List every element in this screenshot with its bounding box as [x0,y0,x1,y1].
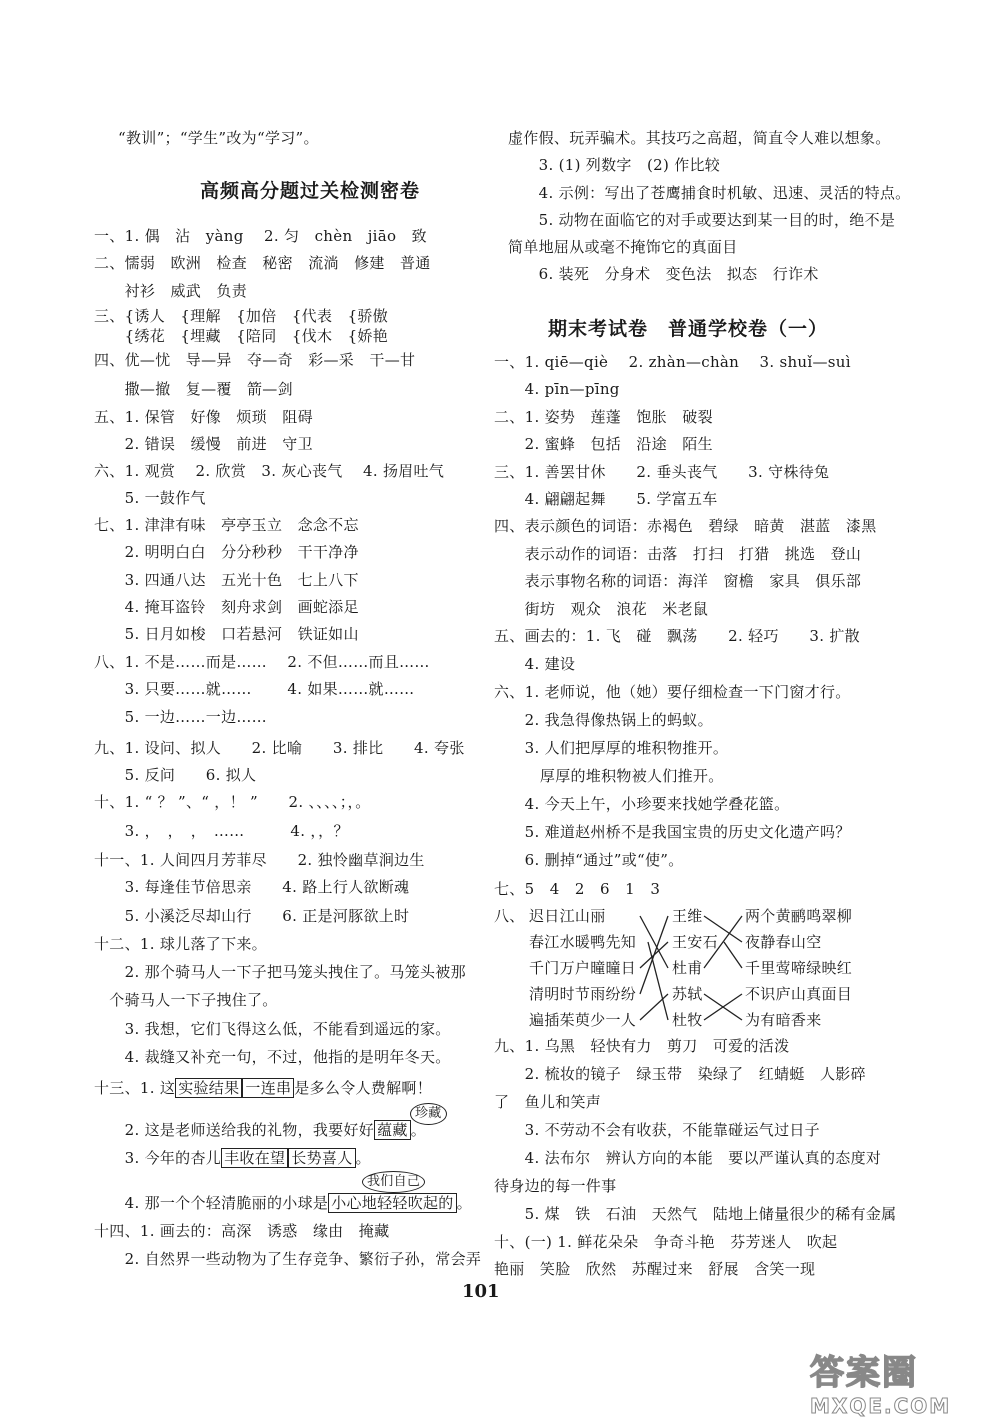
answer-line: 2. 那个骑马人一下子把马笼头拽住了。马笼头被那 [94,963,466,981]
answer-line: 十一、1. 人间四月芳菲尽 2. 独怜幽草涧边生 [94,851,425,869]
correction-bubble: 珍藏 [410,1103,447,1125]
answer-line: 六、1. 观赏 2. 欣赏 3. 灰心丧气 4. 扬眉吐气 [94,462,445,480]
correction-bubble: 我们自己 [362,1171,425,1193]
answer-line: 待身边的每一件事 [494,1177,617,1195]
q8-poem-line: 清明时节雨纷纷 [529,985,637,1003]
q13-text: 十三、1. 这 [94,1079,176,1097]
answer-line: 七、1. 津津有味 亭亭玉立 念念不忘 [94,516,359,534]
answer-line: 四、优—忧 导—异 夺—奇 彩—采 干—甘 [94,351,416,369]
answer-line: 5. 小溪泛尽却山行 6. 正是河豚欲上时 [94,907,410,925]
answer-line: 了 鱼儿和笑声 [494,1093,602,1111]
answer-line: 三、1. 善罢甘休 2. 垂头丧气 3. 守株待兔 [494,463,830,481]
q8-poem-line: 千里莺啼绿映红 [745,959,853,977]
answer-line: 五、画去的：1. 飞 碰 飘荡 2. 轻巧 3. 扩散 [494,627,860,645]
answer-line: 街坊 观众 浪花 米老鼠 [494,600,709,618]
q13-text: 2. 这是老师送给我的礼物，我要好好 [94,1121,375,1139]
page-number: 101 [462,1281,500,1302]
answer-line: 5. 煤 铁 石油 天然气 陆地上储量很少的稀有金属 [494,1205,897,1223]
watermark-bottom: MXQE.COM [810,1394,952,1418]
answer-line: 4. 掩耳盗铃 刻舟求剑 画蛇添足 [94,598,359,616]
answer-line: 6. 装死 分身术 变色法 拟态 行诈术 [508,265,819,283]
answer-line: 一、1. qiē—qiè 2. zhàn—chàn 3. shuǐ—suì [494,353,851,371]
answer-line: {绣花 {埋藏 {陪同 {伐木 {娇艳 [94,327,389,345]
left-section-title: 高频高分题过关检测密卷 [200,180,421,202]
q8-poem-line: 春江水暖鸭先知 [529,933,637,951]
q8-poem-line: 不识庐山真面目 [745,985,853,1003]
answer-line: 七、5 4 2 6 1 3 [494,880,661,898]
answer-line: 3. (1) 列数字 (2) 作比较 [508,156,721,174]
q8-poem-line: 夜静春山空 [745,933,822,951]
q8-poet: 王安石 [672,933,718,951]
answer-line: 5. 一边……一边…… [94,708,267,726]
answer-line: 四、表示颜色的词语：赤褐色 碧绿 暗黄 湛蓝 漆黑 [494,517,877,535]
answer-line: 5. 反问 6. 拟人 [94,766,257,784]
answer-line: 4. 法布尔 辨认方向的本能 要以严谨认真的态度对 [494,1149,882,1167]
answer-line: 八、1. 不是……而是…… 2. 不但……而且…… [94,653,430,671]
answer-line: 2. 自然界一些动物为了生存竞争、繁衍子孙，常会弄 [94,1250,482,1268]
answer-line: 4. pīn—pīng [494,380,620,398]
answer-line: 二、懦弱 欧洲 检查 秘密 流淌 修建 普通 [94,254,431,272]
answer-line: 3. 只要……就…… 4. 如果……就…… [94,680,415,698]
match-line [640,994,668,1020]
answer-line: 厚厚的堆积物被人们推开。 [494,767,724,785]
answer-line: 6. 删掉“通过”或“使”。 [494,851,684,869]
answer-line: 一、1. 偶 沾 yàng 2. 匀 chèn jiāo 致 [94,227,427,245]
answer-line: 5. 一鼓作气 [94,489,206,507]
q8-poem-line: 为有暗香来 [745,1011,822,1029]
answer-line: 五、1. 保管 好像 烦琐 阻碍 [94,408,313,426]
q8-poem-line: 迟日江山丽 [529,907,606,925]
answer-line: 撒—撤 复—覆 箭—剑 [94,380,293,398]
watermark-logo [810,1345,980,1418]
answer-line: 5. 日月如梭 口若悬河 铁证如山 [94,625,359,643]
answer-line: 九、1. 乌黑 轻快有力 剪刀 可爱的活泼 [494,1037,790,1055]
q13-marked-word: 实验结果 [175,1078,242,1098]
answer-line: 十二、1. 球儿落了下来。 [94,935,267,953]
q8-label: 八、 [494,907,525,925]
match-line [704,916,742,942]
answer-line: 5. 动物在面临它的对手或要达到某一目的时，绝不是 [508,211,896,229]
q13-text: 。 [456,1194,472,1212]
answer-line: 六、1. 老师说，他（她）要仔细检查一下门窗才行。 [494,683,851,701]
right-section-title: 期末考试卷 普通学校卷（一） [548,318,829,340]
q8-poet: 杜甫 [672,959,703,977]
answer-line: 5. 难道赵州桥不是我国宝贵的历史文化遗产吗？ [494,823,851,841]
q13-text: 。 [410,1121,427,1139]
answer-line: 三、{诱人 {理解 {加倍 {代表 {骄傲 [94,307,389,325]
answer-line: 虚作假、玩弄骗术。其技巧之高超，简直令人难以想象。 [508,129,891,147]
answer-line: 十、(一) 1. 鲜花朵朵 争奇斗艳 芬芳迷人 吹起 [494,1233,838,1251]
answer-line: 衬衫 威武 负责 [94,282,248,300]
q13-marked-word: 一连串 [242,1078,294,1098]
q13-text: 3. 今年的杏儿 [94,1149,222,1167]
q8-poem-line: 千门万户曈曈日 [529,959,637,977]
answer-line: 2. 梳妆的镜子 绿玉带 染绿了 红蜻蜓 人影碎 [494,1065,866,1083]
match-line [640,916,668,994]
answer-line: 二、1. 姿势 莲蓬 饱胀 破裂 [494,408,713,426]
answer-line: 表示事物名称的词语：海洋 窗檐 家具 俱乐部 [494,572,862,590]
answer-line: 2. 我急得像热锅上的蚂蚁。 [494,711,713,729]
match-line [640,916,668,968]
answer-line: 3. 人们把厚厚的堆积物推开。 [494,739,729,757]
q8-poet: 杜牧 [672,1011,703,1029]
answer-line: 2. 蜜蜂 包括 沿途 陌生 [494,435,713,453]
answer-line: 十四、1. 画去的：高深 诱惑 缘由 掩藏 [94,1222,390,1240]
answer-line: 4. 示例：写出了苍鹰捕食时机敏、迅速、灵活的特点。 [508,184,911,202]
q8-poem-line: 两个黄鹂鸣翠柳 [745,907,853,925]
q13-marked-word: 丰收在望 [221,1148,288,1168]
q13-marked-word: 小心地轻轻吹起的 [328,1193,456,1213]
match-line [648,942,668,1020]
answer-line: 十、1. “ ？ ”、“ ，！ ” 2. 、、、、；，。 [94,793,371,811]
q8-poet: 苏轼 [672,985,703,1003]
q13-text: 是多么令人费解啊！ [294,1079,432,1097]
watermark-top: 答案圈 [810,1353,918,1393]
answer-line: 3. ， ， ， …… 4. ，，？ [94,822,349,840]
q8-poet: 王维 [672,907,703,925]
answer-line: 2. 错误 缓慢 前进 守卫 [94,435,313,453]
answer-line: 个骑马人一下子拽住了。 [94,991,278,1009]
q13-marked-word: 长势喜人 [288,1148,355,1168]
answer-line: 4. 今天上午，小珍要来找她学叠花篮。 [494,795,790,813]
q13-marked-word: 蕴藏 [374,1120,411,1140]
q13-text: 。 [355,1149,371,1167]
q8-poem-line: 遍插茱萸少一人 [529,1011,637,1029]
answer-line: 艳丽 笑脸 欣然 苏醒过来 舒展 含笑一现 [494,1260,816,1278]
answer-line: 简单地屈从或毫不掩饰它的真面目 [508,238,738,256]
answer-line: 3. 我想，它们飞得这么低，不能看到遥远的家。 [94,1020,451,1038]
answer-line: 3. 每逢佳节倍思亲 4. 路上行人欲断魂 [94,878,410,896]
answer-line: 九、1. 设问、拟人 2. 比喻 3. 排比 4. 夸张 [94,739,465,757]
answer-line: 4. 翩翩起舞 5. 学富五车 [494,490,718,508]
answer-line: 3. 四通八达 五光十色 七上八下 [94,571,359,589]
answer-line: 3. 不劳动不会有收获，不能靠碰运气过日子 [494,1121,820,1139]
answer-line: 表示动作的词语：击落 打扫 打猎 挑选 登山 [494,545,862,563]
left-intro: “教训”；“学生”改为“学习”。 [118,129,319,147]
match-line [724,942,742,968]
answer-line: 4. 建设 [494,655,576,673]
answer-line: 4. 裁缝又补充一句，不过，他指的是明年冬天。 [94,1048,451,1066]
answer-line: 2. 明明白白 分分秒秒 干干净净 [94,543,359,561]
q13-text: 4. 那一个个轻清脆丽的小球是 [94,1194,329,1212]
